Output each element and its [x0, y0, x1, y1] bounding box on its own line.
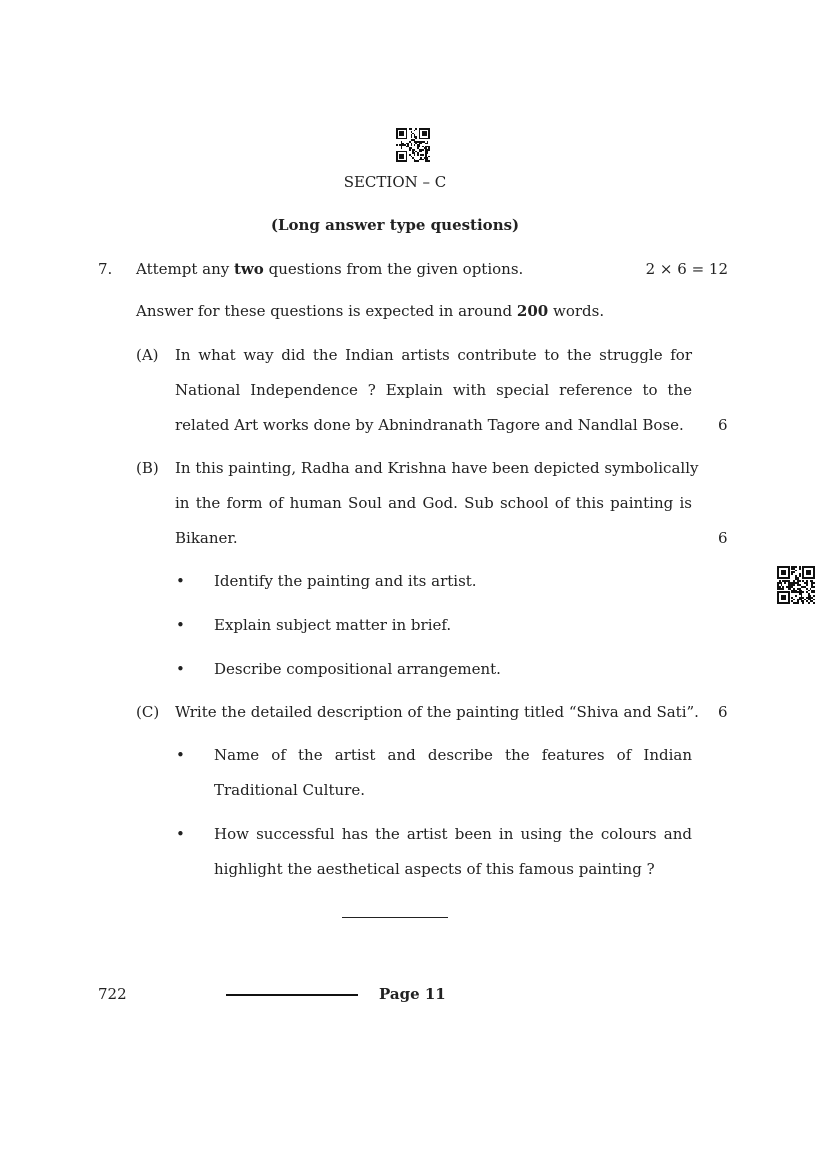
- option-c-marks: 6: [718, 703, 728, 721]
- bullet-glyph: •: [176, 616, 185, 634]
- word-limit-text-pre: Answer for these questions is expected in around: [136, 302, 517, 320]
- option-b-label: (B): [136, 459, 159, 477]
- qr-code-side: [777, 566, 815, 604]
- section-title: SECTION – C: [343, 173, 447, 191]
- option-c-label: (C): [136, 703, 160, 721]
- instruction-text-bold: two: [233, 260, 264, 278]
- option-b-line-2: in the form of human Soul and God. Sub school of this painting is: [175, 494, 692, 512]
- paper-code: 722: [98, 985, 127, 1003]
- option-b-line-1: In this painting, Radha and Krishna have been depicted symbolically: [175, 459, 699, 477]
- option-b-bullet-1: Identify the painting and its artist.: [214, 572, 477, 590]
- question-total-marks: 2 × 6 = 12: [645, 260, 728, 278]
- option-b-bullet-3: Describe compositional arrangement.: [214, 660, 501, 678]
- option-a-line-3: related Art works done by Abnindranath Tagore and Nandlal Bose.: [175, 416, 684, 434]
- word-limit-text-post: words.: [548, 302, 605, 320]
- question-number: 7.: [98, 260, 113, 278]
- option-a-line-1: In what way did the Indian artists contribute to the struggle for: [175, 346, 692, 364]
- option-a-marks: 6: [718, 416, 728, 434]
- option-c-bullet-1-line-1: Name of the artist and describe the features of Indian: [214, 746, 692, 764]
- option-c-bullet-2-line-1: How successful has the artist been in using the colours and: [214, 825, 692, 843]
- option-c-bullet-1-line-2: Traditional Culture.: [214, 781, 365, 799]
- option-a-line-2: National Independence ? Explain with special reference to the: [175, 381, 692, 399]
- section-subtitle: (Long answer type questions): [270, 216, 520, 234]
- option-b-line-3: Bikaner.: [175, 529, 238, 547]
- option-c-bullet-2-line-2: highlight the aesthetical aspects of this famous painting ?: [214, 860, 655, 878]
- footer-rule: [226, 994, 358, 996]
- bullet-glyph: •: [176, 825, 185, 843]
- bullet-glyph: •: [176, 572, 185, 590]
- option-b-marks: 6: [718, 529, 728, 547]
- page-number: Page 11: [379, 985, 446, 1003]
- option-a-label: (A): [136, 346, 159, 364]
- instruction-text-post: questions from the given options.: [263, 260, 524, 278]
- option-c-line-1: Write the detailed description of the painting titled “Shiva and Sati”.: [175, 703, 699, 721]
- instruction-text-pre: Attempt any: [136, 260, 234, 278]
- qr-code-top: [396, 128, 430, 162]
- question-word-limit: [136, 302, 604, 320]
- word-limit-number: 200: [516, 302, 549, 320]
- bullet-glyph: •: [176, 660, 185, 678]
- end-divider: [342, 917, 448, 918]
- option-b-bullet-2: Explain subject matter in brief.: [214, 616, 452, 634]
- question-instruction: [136, 260, 523, 278]
- bullet-glyph: •: [176, 746, 185, 764]
